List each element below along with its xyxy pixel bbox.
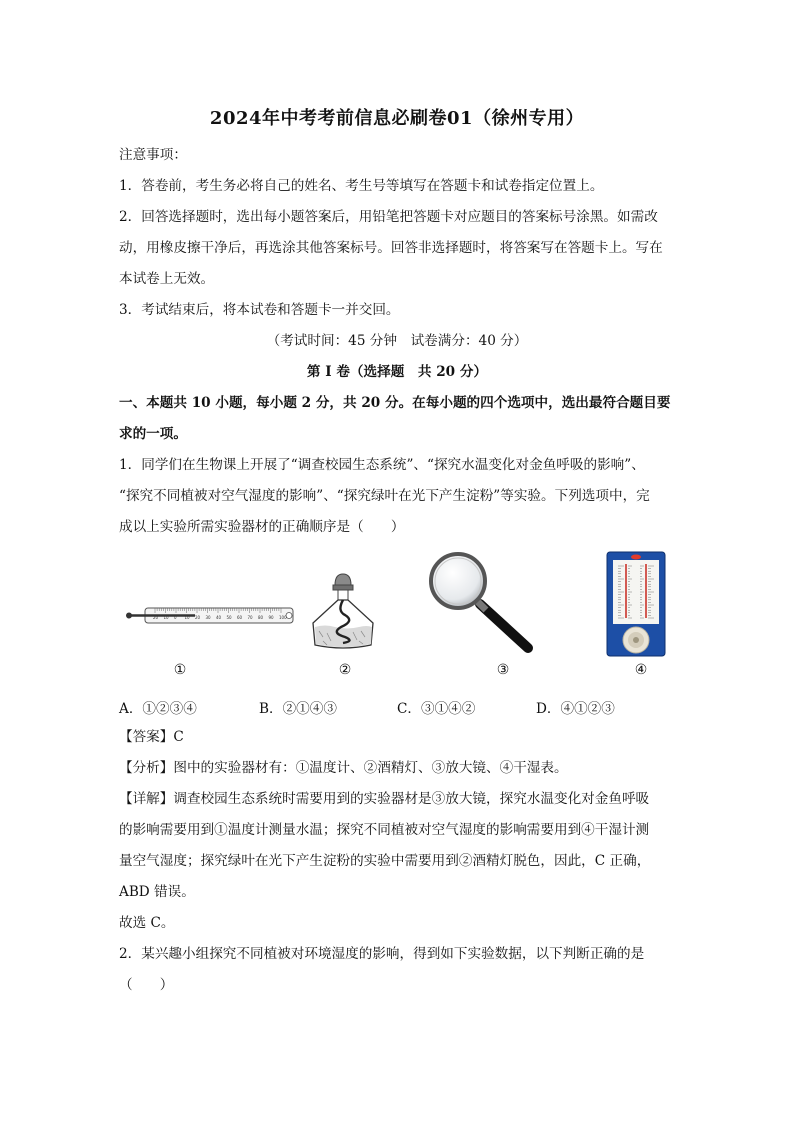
figure-label-1: ① — [173, 662, 187, 678]
thermometer-scale-label: 50 — [226, 615, 232, 620]
figure-label-4: ④ — [634, 662, 648, 678]
page-title: 2024年中考考前信息必刷卷01（徐州专用） — [209, 108, 585, 129]
analysis-line — [119, 759, 679, 777]
q2-stem-line2: （ ） — [119, 977, 174, 993]
alcohol-lamp-icon — [305, 571, 385, 656]
detail-text-1: 调查校园生态系统时需要用到的实验器材是③放大镜，探究水温变化对金鱼呼吸 — [173, 791, 650, 807]
figure-label-3: ③ — [496, 662, 510, 678]
thermometer-scale-label: 60 — [237, 615, 243, 620]
analysis-text: 图中的实验器材有：①温度计、②酒精灯、③放大镜、④干湿表。 — [173, 760, 568, 776]
detail-line1 — [119, 790, 679, 808]
q1-stem-line2: “探究不同植被对空气湿度的影响”、“探究绿叶在光下产生淀粉”等实验。下列选项中，完 — [119, 488, 650, 504]
part1-heading: 第 I 卷（选择题 共 20 分） — [306, 364, 488, 380]
thermometer-scale-label: 20 — [153, 615, 159, 620]
detail-tag: 【详解】 — [119, 791, 174, 807]
section-instruction: 一、本题共 10 小题，每小题 2 分，共 20 分。在每小题的四个选项中，选出最符合题目要 — [119, 395, 671, 411]
notice-item-2-cont: 动，用橡皮擦干净后，再选涂其他答案标号。回答非选择题时，将答案写在答题卡上。写在 — [119, 240, 663, 256]
q1-stem-line1: 1．同学们在生物课上开展了“调查校园生态系统”、“探究水温变化对金鱼呼吸的影响”、 — [119, 457, 645, 473]
notice-item-2-cont2: 本试卷上无效。 — [119, 271, 215, 287]
detail-line2: 的影响需要用到①温度计测量水温；探究不同植被对空气湿度的影响需要用到④干湿计测 — [119, 822, 650, 838]
thermometer-scale-label: 10 — [163, 615, 169, 620]
thermometer-scale-label: 10 — [184, 615, 190, 620]
q2-stem-line1: 2．某兴趣小组探究不同植被对环境湿度的影响，得到如下实验数据，以下判断正确的是 — [119, 946, 645, 962]
thermometer-scale-label: 100 — [279, 615, 287, 620]
detail-line3: 量空气湿度；探究绿叶在光下产生淀粉的实验中需要用到②酒精灯脱色，因此，C 正确， — [119, 853, 651, 869]
q1-stem-line3: 成以上实验所需实验器材的正确顺序是（ ） — [119, 519, 405, 535]
option-c: C．③①④② — [397, 701, 476, 717]
thermometer-scale-label: 40 — [216, 615, 222, 620]
conclusion-line: 故选 C。 — [119, 915, 175, 931]
thermometer-scale-label: 30 — [205, 615, 211, 620]
notice-heading: 注意事项： — [119, 147, 187, 163]
thermometer-icon — [125, 602, 300, 632]
option-b: B．②①④③ — [259, 701, 337, 717]
thermometer-scale-label: 90 — [268, 615, 274, 620]
hygrometer-icon — [605, 550, 667, 658]
detail-line4: ABD 错误。 — [119, 884, 195, 900]
notice-item-3: 3．考试结束后，将本试卷和答题卡一并交回。 — [119, 302, 400, 318]
exam-info: （考试时间：45 分钟 试卷满分：40 分） — [266, 333, 528, 349]
figure-label-2: ② — [338, 662, 352, 678]
option-d: D．④①②③ — [536, 701, 615, 717]
thermometer-scale-label: 0 — [174, 615, 177, 620]
thermometer-scale-label: 80 — [258, 615, 264, 620]
notice-item-1: 1．答卷前，考生务必将自己的姓名、考生号等填写在答题卡和试卷指定位置上。 — [119, 178, 604, 194]
analysis-tag: 【分析】 — [119, 760, 174, 776]
thermometer-scale-label: 20 — [195, 615, 201, 620]
thermometer-scale-label: 70 — [247, 615, 253, 620]
answer-line: 【答案】C — [119, 729, 184, 745]
magnifier-icon — [428, 552, 536, 656]
section-instruction-cont: 求的一项。 — [119, 426, 187, 442]
option-a: A．①②③④ — [119, 701, 197, 717]
notice-item-2: 2．回答选择题时，选出每小题答案后，用铅笔把答题卡对应题目的答案标号涂黑。如需改 — [119, 209, 658, 225]
